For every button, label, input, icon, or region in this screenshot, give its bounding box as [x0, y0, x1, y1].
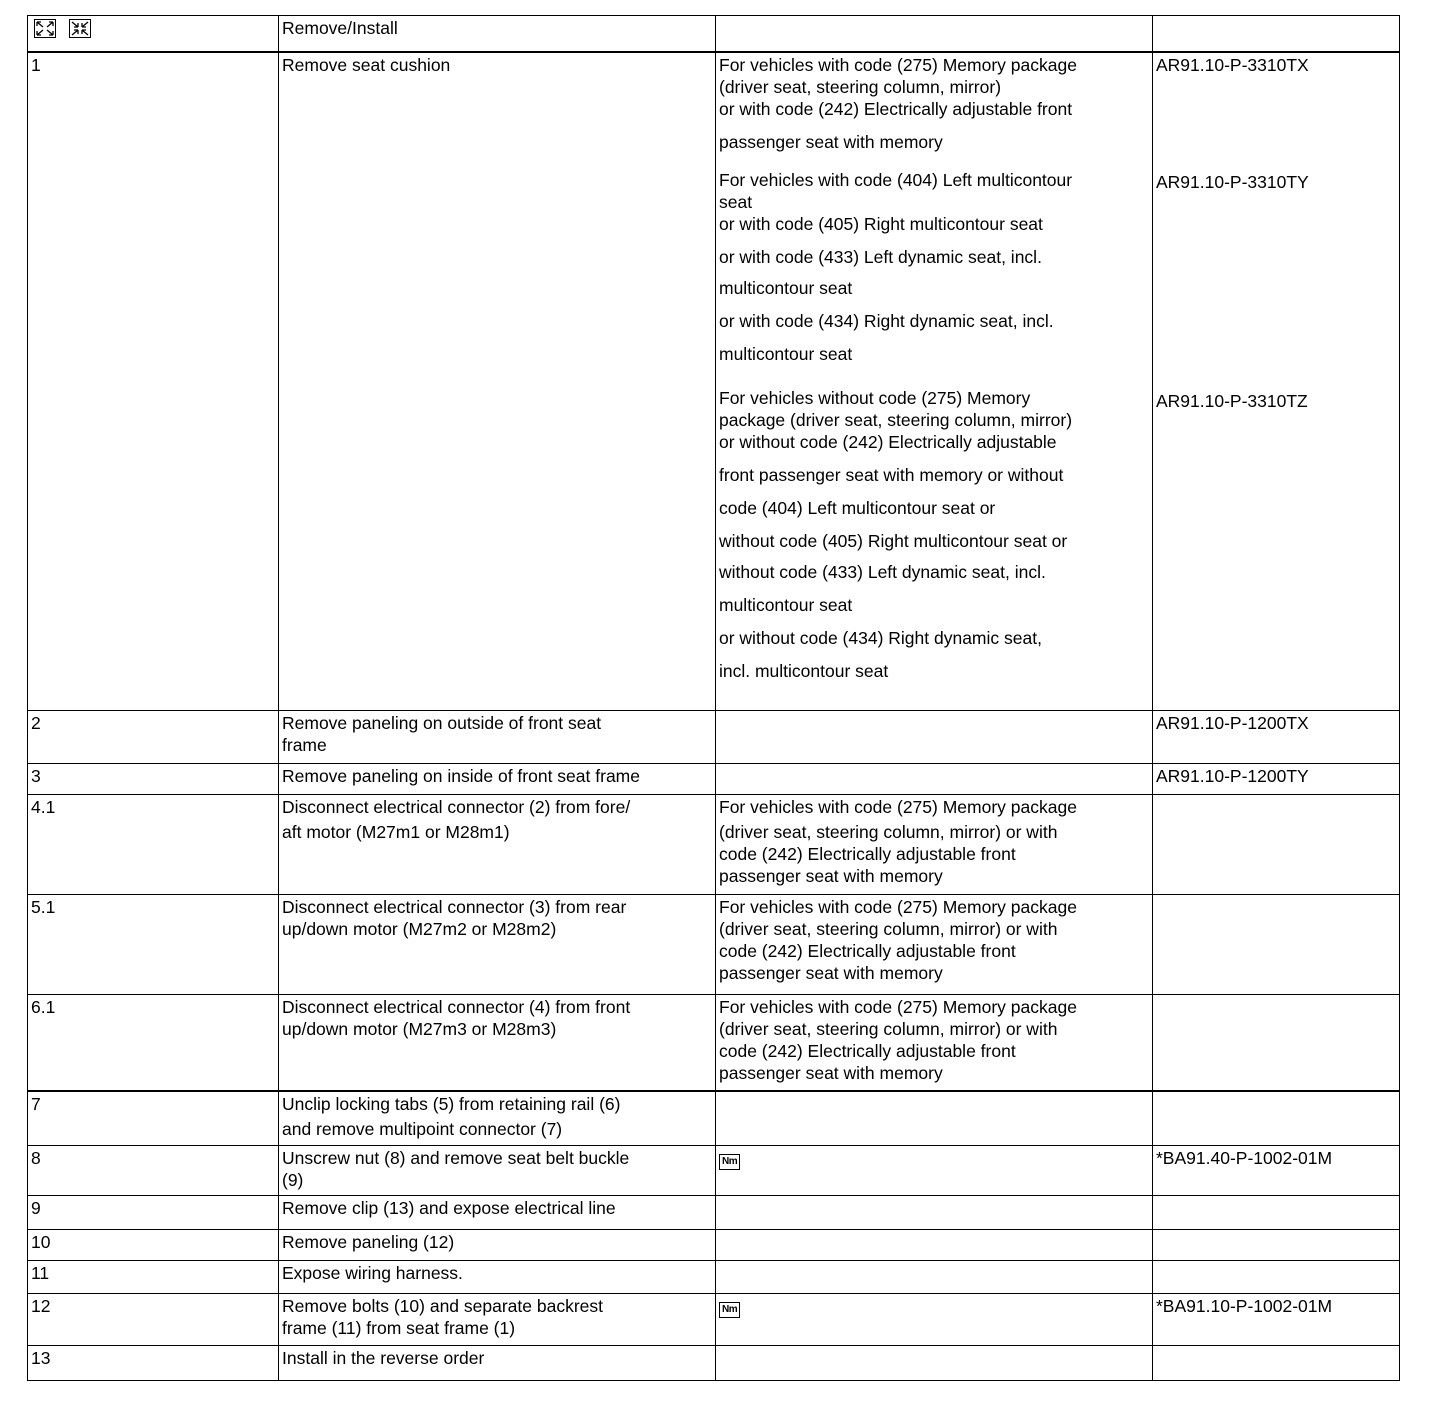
step-action: Remove bolts (10) and separate backrest frame (11) from seat frame (1)	[279, 1294, 716, 1346]
condition-line: or with code (242) Electrically adjustable front	[719, 98, 1073, 119]
header-title: Remove/Install	[279, 16, 716, 52]
condition-block	[719, 169, 1149, 365]
condition-block	[719, 387, 1149, 682]
step-number: 9	[28, 1196, 279, 1230]
step-action: Install in the reverse order	[279, 1346, 716, 1381]
condition-line: multicontour seat	[719, 343, 853, 364]
condition-line: or with code (434) Right dynamic seat, incl.	[719, 310, 1054, 331]
condition-line: or with code (433) Left dynamic seat, incl.	[719, 246, 1042, 267]
step-number: 11	[28, 1261, 279, 1294]
table-row	[28, 995, 1400, 1091]
torque-icon[interactable]: Nm	[719, 1154, 740, 1170]
step-number: 12	[28, 1294, 279, 1346]
doc-reference: AR91.10-P-3310TY	[1156, 171, 1309, 192]
table-row	[28, 52, 1400, 711]
condition-line: code (404) Left multicontour seat or	[719, 497, 996, 518]
header-icons-cell	[28, 16, 279, 52]
doc-reference: *BA91.10-P-1002-01M	[1153, 1294, 1400, 1346]
step-number: 1	[28, 52, 279, 711]
condition-line: or with code (405) Right multicontour seat	[719, 213, 1043, 234]
condition-line: multicontour seat	[719, 277, 853, 298]
step-action: Unscrew nut (8) and remove seat belt buckle (9)	[279, 1146, 716, 1196]
step-number: 8	[28, 1146, 279, 1196]
doc-reference: AR91.10-P-3310TX	[1156, 54, 1309, 75]
step-action: Disconnect electrical connector (2) from fore/ aft motor (M27m1 or M28m1)	[279, 795, 716, 895]
condition-line: package (driver seat, steering column, mirror)	[719, 409, 1073, 430]
step-action: Disconnect electrical connector (4) from front up/down motor (M27m3 or M28m3)	[279, 995, 716, 1091]
condition-line: For vehicles without code (275) Memory	[719, 387, 1031, 408]
condition-line: passenger seat with memory	[719, 131, 943, 152]
step-number: 6.1	[28, 995, 279, 1091]
step-condition: For vehicles with code (275) Memory package (driver seat, steering column, mirror) or with code (242) Electrically adjustable front passenger seat with memory	[716, 895, 1153, 995]
table-row	[28, 1091, 1400, 1146]
condition-line: multicontour seat	[719, 594, 853, 615]
step-conditions	[716, 52, 1153, 711]
condition-line: or without code (434) Right dynamic seat,	[719, 627, 1042, 648]
step-action: Remove clip (13) and expose electrical line	[279, 1196, 716, 1230]
table-row	[28, 711, 1400, 764]
step-number: 2	[28, 711, 279, 764]
condition-line: or without code (242) Electrically adjustable	[719, 431, 1057, 452]
doc-reference: AR91.10-P-1200TX	[1153, 711, 1400, 764]
step-number: 13	[28, 1346, 279, 1381]
condition-block	[719, 54, 1149, 153]
step-number: 7	[28, 1091, 279, 1146]
condition-line: front passenger seat with memory or without	[719, 464, 1064, 485]
step-action: Expose wiring harness.	[279, 1261, 716, 1294]
table-row	[28, 1346, 1400, 1381]
condition-line: For vehicles with code (275) Memory package	[719, 54, 1077, 75]
step-condition: For vehicles with code (275) Memory package (driver seat, steering column, mirror) or with code (242) Electrically adjustable front passenger seat with memory	[716, 795, 1153, 895]
step-action: Remove paneling (12)	[279, 1230, 716, 1261]
step-action: Remove paneling on outside of front seat frame	[279, 711, 716, 764]
procedure-table	[27, 15, 1400, 1381]
doc-reference: AR91.10-P-1200TY	[1153, 764, 1400, 795]
step-action: Disconnect electrical connector (3) from rear up/down motor (M27m2 or M28m2)	[279, 895, 716, 995]
step-action: Remove seat cushion	[279, 52, 716, 711]
doc-reference: *BA91.40-P-1002-01M	[1153, 1146, 1400, 1196]
doc-reference: AR91.10-P-3310TZ	[1156, 390, 1308, 411]
step-condition: For vehicles with code (275) Memory package (driver seat, steering column, mirror) or with code (242) Electrically adjustable front passenger seat with memory	[716, 995, 1153, 1091]
condition-line: For vehicles with code (404) Left multicontour	[719, 169, 1073, 190]
table-row	[28, 895, 1400, 995]
table-row	[28, 795, 1400, 895]
torque-icon[interactable]: Nm	[719, 1302, 740, 1318]
step-number: 5.1	[28, 895, 279, 995]
table-row	[28, 1261, 1400, 1294]
remove-icon	[34, 19, 56, 38]
step-refs	[1153, 52, 1400, 711]
table-row	[28, 1196, 1400, 1230]
condition-line: without code (433) Left dynamic seat, incl.	[719, 561, 1046, 582]
install-icon	[69, 19, 91, 38]
table-row	[28, 764, 1400, 795]
step-number: 10	[28, 1230, 279, 1261]
step-action: Unclip locking tabs (5) from retaining rail (6) and remove multipoint connector (7)	[279, 1091, 716, 1146]
table-row	[28, 1230, 1400, 1261]
condition-line: without code (405) Right multicontour seat or	[719, 530, 1068, 551]
condition-line: incl. multicontour seat	[719, 660, 889, 681]
step-number: 4.1	[28, 795, 279, 895]
table-row	[28, 1146, 1400, 1196]
step-action: Remove paneling on inside of front seat frame	[279, 764, 716, 795]
header-row	[28, 16, 1400, 52]
step-number: 3	[28, 764, 279, 795]
table-row	[28, 1294, 1400, 1346]
condition-line: (driver seat, steering column, mirror)	[719, 76, 1002, 97]
condition-line: seat	[719, 191, 753, 212]
